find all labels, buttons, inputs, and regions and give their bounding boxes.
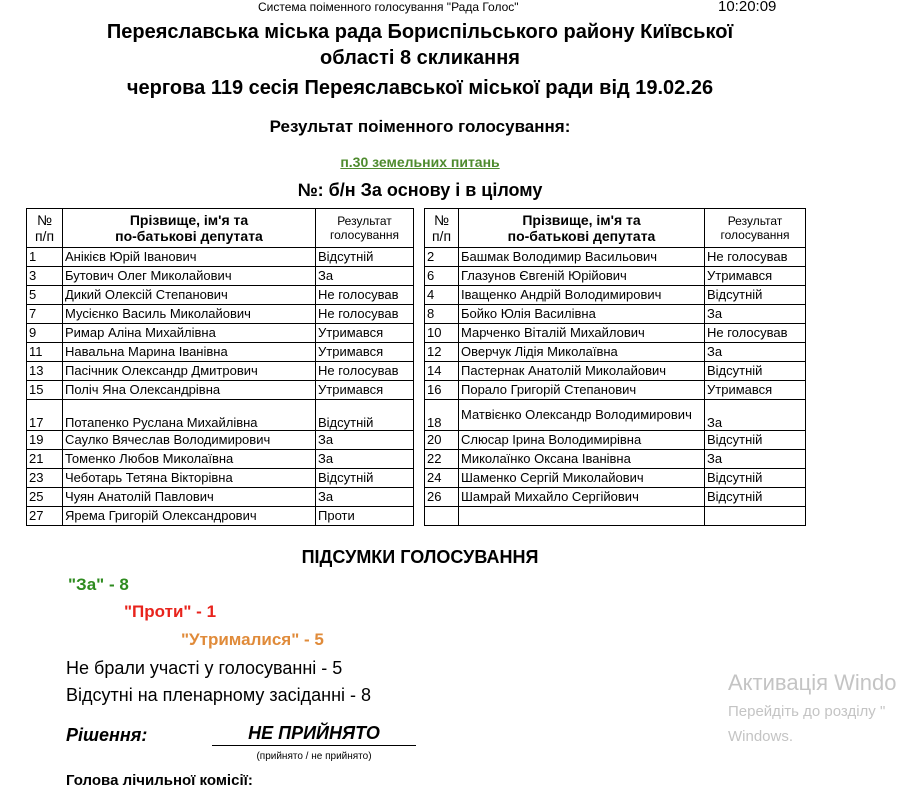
cell-vote: Проти (316, 507, 414, 526)
table-row (27, 343, 414, 362)
table-row (425, 488, 806, 507)
cell-name (459, 507, 705, 526)
cell-vote: Утримався (316, 343, 414, 362)
summary-not-voted: Не брали участі у голосуванні - 5 (66, 658, 343, 678)
report-time: 10:20:09 (718, 0, 777, 15)
cell-number: 9 (27, 324, 63, 343)
cell-number: 14 (425, 362, 459, 381)
table-row (425, 286, 806, 305)
cell-vote: Не голосував (705, 248, 806, 267)
cell-number: 27 (27, 507, 63, 526)
table-row (425, 450, 806, 469)
decision-value: НЕ ПРИЙНЯТО (212, 723, 416, 746)
table-row (425, 469, 806, 488)
cell-number: 23 (27, 469, 63, 488)
table-row (425, 381, 806, 400)
cell-name: Мусієнко Василь Миколайович (63, 305, 316, 324)
cell-number: 12 (425, 343, 459, 362)
table-row (27, 362, 414, 381)
cell-number: 11 (27, 343, 63, 362)
cell-number: 10 (425, 324, 459, 343)
cell-number: 13 (27, 362, 63, 381)
cell-vote: Відсутній (705, 286, 806, 305)
cell-vote: За (316, 431, 414, 450)
table-row (27, 488, 414, 507)
table-row (425, 507, 806, 526)
cell-name: Анікієв Юрій Іванович (63, 248, 316, 267)
cell-number: 18 (425, 400, 459, 431)
result-title: Результат поіменного голосування: (269, 117, 571, 136)
summary-za: "За" - 8 (68, 575, 129, 594)
cell-name: Чуян Анатолій Павлович (63, 488, 316, 507)
cell-vote: Утримався (316, 324, 414, 343)
cell-number: 26 (425, 488, 459, 507)
table-header-row (27, 209, 414, 248)
table-row (425, 431, 806, 450)
cell-vote: За (316, 450, 414, 469)
council-title-line2: області 8 скликання (320, 47, 520, 69)
session-title: чергова 119 сесія Переяславської міської ради від 19.02.26 (126, 77, 714, 99)
system-name: Система поіменного голосування "Рада Голос" (258, 0, 519, 14)
header-number: № п/п (425, 209, 459, 248)
cell-name: Іващенко Андрій Володимирович (459, 286, 705, 305)
table-row (27, 305, 414, 324)
cell-vote: Відсутній (705, 431, 806, 450)
summary-utrymalysia: "Утрималися" - 5 (181, 630, 324, 649)
cell-name: Глазунов Євгеній Юрійович (459, 267, 705, 286)
cell-number: 20 (425, 431, 459, 450)
summary-title: ПІДСУМКИ ГОЛОСУВАННЯ (301, 547, 539, 567)
cell-number: 2 (425, 248, 459, 267)
vote-number-line: №: б/н За основу і в цілому (297, 180, 543, 200)
cell-name: Бойко Юлія Василівна (459, 305, 705, 324)
cell-name: Навальна Марина Іванівна (63, 343, 316, 362)
cell-number: 1 (27, 248, 63, 267)
table-row (425, 248, 806, 267)
cell-vote (705, 507, 806, 526)
cell-vote: Не голосував (705, 324, 806, 343)
table-row (27, 381, 414, 400)
summary-absent: Відсутні на пленарному засіданні - 8 (66, 685, 372, 705)
cell-vote: За (705, 450, 806, 469)
cell-vote: За (705, 343, 806, 362)
cell-number: 4 (425, 286, 459, 305)
cell-vote: Утримався (316, 381, 414, 400)
cell-vote: Відсутній (705, 469, 806, 488)
cell-name: Шаменко Сергій Миколайович (459, 469, 705, 488)
header-name: Прізвище, ім'я та по-батькові депутата (459, 209, 705, 248)
cell-number (425, 507, 459, 526)
agenda-item: п.30 земельних питань (340, 154, 500, 170)
votes-table-right (424, 208, 806, 526)
cell-name: Порало Григорій Степанович (459, 381, 705, 400)
cell-vote: Утримався (705, 381, 806, 400)
cell-name: Поліч Яна Олександрівна (63, 381, 316, 400)
table-row (425, 343, 806, 362)
cell-vote: За (705, 305, 806, 324)
header-result: Результат голосування (316, 209, 414, 248)
cell-vote: Не голосував (316, 362, 414, 381)
cell-name: Ярема Григорій Олександрович (63, 507, 316, 526)
cell-vote: За (316, 267, 414, 286)
table-row (425, 324, 806, 343)
cell-vote: Відсутній (316, 248, 414, 267)
table-row (425, 400, 806, 431)
cell-number: 8 (425, 305, 459, 324)
cell-name: Потапенко Руслана Михайлівна (63, 400, 316, 431)
cell-vote: Відсутній (705, 488, 806, 507)
cell-number: 24 (425, 469, 459, 488)
cell-name: Слюсар Ірина Володимирівна (459, 431, 705, 450)
table-row (27, 400, 414, 431)
cell-vote: Відсутній (705, 362, 806, 381)
cell-number: 15 (27, 381, 63, 400)
cell-vote: Відсутній (316, 469, 414, 488)
table-row (27, 469, 414, 488)
windows-activation-watermark-line2: Перейдіть до розділу " (728, 703, 886, 720)
cell-name: Матвієнко Олександр Володимирович (459, 400, 705, 431)
header-result: Результат голосування (705, 209, 806, 248)
windows-activation-watermark-line3: Windows. (728, 728, 794, 745)
cell-number: 22 (425, 450, 459, 469)
council-title-line1: Переяславська міська рада Бориспільського району Київської (106, 21, 734, 43)
votes-table-left (26, 208, 414, 526)
windows-activation-watermark-title: Активація Windo (728, 670, 897, 695)
table-row (425, 305, 806, 324)
cell-name: Марченко Віталій Михайлович (459, 324, 705, 343)
cell-number: 17 (27, 400, 63, 431)
cell-name: Бутович Олег Миколайович (63, 267, 316, 286)
cell-name: Дикий Олексій Степанович (63, 286, 316, 305)
cell-name: Шамрай Михайло Сергійович (459, 488, 705, 507)
cell-number: 19 (27, 431, 63, 450)
cell-name: Башмак Володимир Васильович (459, 248, 705, 267)
cell-name: Римар Аліна Михайлівна (63, 324, 316, 343)
cell-name: Чеботарь Тетяна Вікторівна (63, 469, 316, 488)
cell-name: Оверчук Лідія Миколаївна (459, 343, 705, 362)
cell-vote: Не голосував (316, 286, 414, 305)
cell-vote: Відсутній (316, 400, 414, 431)
table-row (27, 324, 414, 343)
table-row (27, 286, 414, 305)
cell-number: 3 (27, 267, 63, 286)
table-row (425, 362, 806, 381)
decision-label: Рішення: (66, 725, 148, 745)
cell-vote: За (705, 400, 806, 431)
header-name: Прізвище, ім'я та по-батькові депутата (63, 209, 316, 248)
table-row (27, 507, 414, 526)
decision-note: (прийнято / не прийнято) (256, 751, 372, 762)
cell-number: 25 (27, 488, 63, 507)
cell-number: 16 (425, 381, 459, 400)
commission-head-label: Голова лічильної комісії: (66, 772, 253, 789)
cell-name: Томенко Любов Миколаївна (63, 450, 316, 469)
summary-proty: "Проти" - 1 (124, 602, 217, 621)
cell-name: Саулко Вячеслав Володимирович (63, 431, 316, 450)
cell-name: Пасічник Олександр Дмитрович (63, 362, 316, 381)
table-row (27, 267, 414, 286)
cell-number: 7 (27, 305, 63, 324)
header-number: № п/п (27, 209, 63, 248)
cell-vote: Не голосував (316, 305, 414, 324)
cell-vote: За (316, 488, 414, 507)
table-row (425, 267, 806, 286)
cell-vote: Утримався (705, 267, 806, 286)
cell-number: 6 (425, 267, 459, 286)
cell-name: Пастернак Анатолій Миколайович (459, 362, 705, 381)
cell-number: 5 (27, 286, 63, 305)
table-row (27, 450, 414, 469)
table-row (27, 431, 414, 450)
cell-number: 21 (27, 450, 63, 469)
table-row (27, 248, 414, 267)
cell-name: Миколаїнко Оксана Іванівна (459, 450, 705, 469)
table-header-row (425, 209, 806, 248)
